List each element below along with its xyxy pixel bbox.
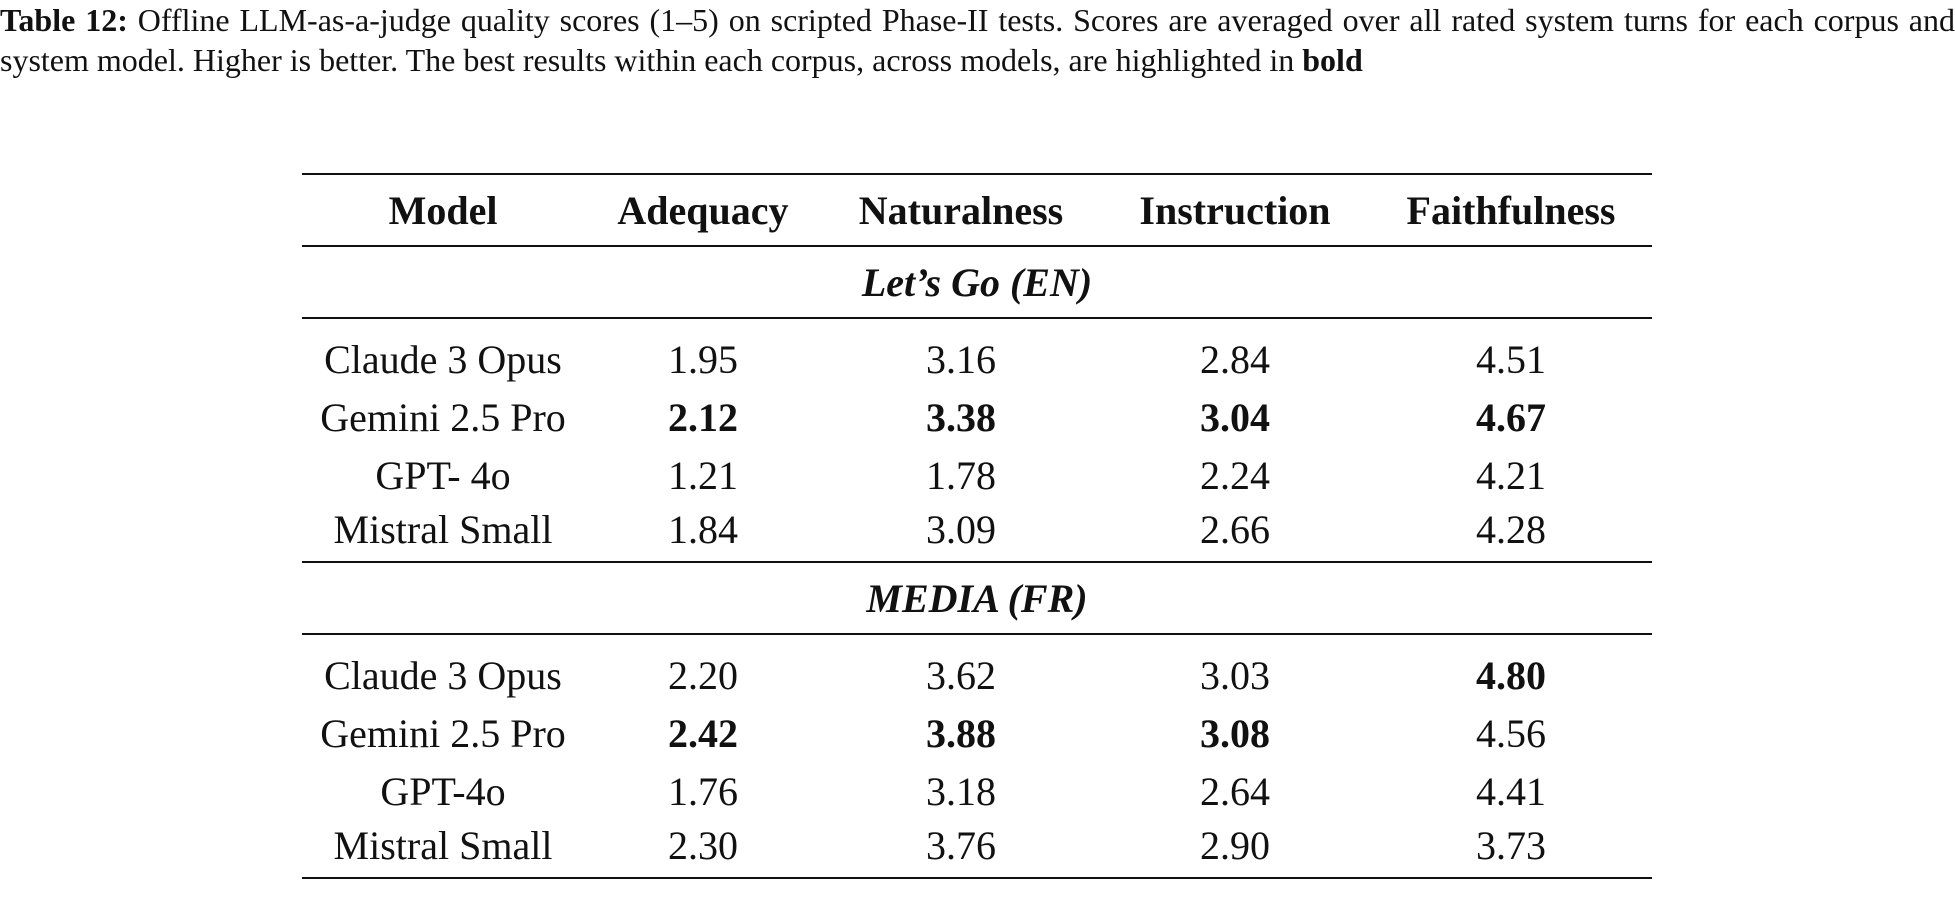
results-table bbox=[302, 173, 1652, 879]
naturalness-score-cell: 3.09 bbox=[926, 507, 996, 552]
faithfulness-score-cell: 4.28 bbox=[1476, 507, 1546, 552]
adequacy-score-cell: 2.20 bbox=[668, 652, 738, 698]
faithfulness-score-cell: 4.56 bbox=[1476, 710, 1546, 756]
table-row bbox=[302, 762, 1652, 820]
model-name-cell: Claude 3 Opus bbox=[324, 336, 562, 382]
naturalness-score-cell: 1.78 bbox=[926, 452, 996, 498]
faithfulness-score-cell: 4.51 bbox=[1476, 336, 1546, 382]
table-row bbox=[302, 504, 1652, 562]
instruction-score-cell: 3.08 bbox=[1200, 710, 1270, 756]
naturalness-score-cell: 3.16 bbox=[926, 336, 996, 382]
adequacy-score-cell: 1.84 bbox=[668, 507, 738, 552]
naturalness-score-cell: 3.76 bbox=[926, 823, 996, 868]
section-header-row bbox=[302, 562, 1652, 634]
instruction-score-cell: 2.64 bbox=[1200, 768, 1270, 814]
faithfulness-score-cell: 4.21 bbox=[1476, 452, 1546, 498]
table-row bbox=[302, 446, 1652, 504]
results-table-container bbox=[302, 173, 1652, 879]
table-row bbox=[302, 820, 1652, 878]
column-header-model: Model bbox=[388, 187, 498, 233]
spacer-cell bbox=[302, 634, 1652, 646]
faithfulness-score-cell: 4.41 bbox=[1476, 768, 1546, 814]
instruction-score-cell: 3.04 bbox=[1200, 394, 1270, 440]
adequacy-score-cell: 1.76 bbox=[668, 768, 738, 814]
naturalness-score-cell: 3.62 bbox=[926, 652, 996, 698]
naturalness-score-cell: 3.88 bbox=[926, 710, 996, 756]
adequacy-score-cell: 1.95 bbox=[668, 336, 738, 382]
spacer-cell bbox=[302, 318, 1652, 330]
caption-bold-word: bold bbox=[1302, 42, 1363, 78]
column-header-naturalness: Naturalness bbox=[858, 187, 1064, 233]
adequacy-score-cell: 1.21 bbox=[668, 452, 738, 498]
naturalness-score-cell: 3.18 bbox=[926, 768, 996, 814]
table-row bbox=[302, 330, 1652, 388]
column-header-adequacy: Adequacy bbox=[617, 187, 789, 233]
model-name-cell: GPT-4o bbox=[380, 768, 506, 814]
table-body bbox=[302, 246, 1652, 878]
column-header-instruction: Instruction bbox=[1139, 187, 1331, 233]
table-header-row bbox=[302, 174, 1652, 246]
faithfulness-score-cell: 4.80 bbox=[1476, 652, 1546, 698]
model-name-cell: Mistral Small bbox=[333, 823, 553, 868]
model-name-cell: Gemini 2.5 Pro bbox=[320, 394, 566, 440]
instruction-score-cell: 2.24 bbox=[1200, 452, 1270, 498]
model-name-cell: Gemini 2.5 Pro bbox=[320, 710, 566, 756]
adequacy-score-cell: 2.42 bbox=[668, 710, 738, 756]
adequacy-score-cell: 2.30 bbox=[668, 823, 738, 868]
instruction-score-cell: 2.90 bbox=[1200, 823, 1270, 868]
instruction-score-cell: 2.66 bbox=[1200, 507, 1270, 552]
section-spacer bbox=[302, 318, 1652, 330]
model-name-cell: GPT- 4o bbox=[375, 452, 511, 498]
table-caption bbox=[0, 0, 1955, 80]
faithfulness-score-cell: 3.73 bbox=[1476, 823, 1546, 868]
model-name-cell: Mistral Small bbox=[333, 507, 553, 552]
section-title: Let’s Go (EN) bbox=[861, 259, 1093, 305]
section-spacer bbox=[302, 634, 1652, 646]
faithfulness-score-cell: 4.67 bbox=[1476, 394, 1546, 440]
table-row bbox=[302, 646, 1652, 704]
naturalness-score-cell: 3.38 bbox=[926, 394, 996, 440]
section-header-row bbox=[302, 246, 1652, 318]
adequacy-score-cell: 2.12 bbox=[668, 394, 738, 440]
model-name-cell: Claude 3 Opus bbox=[324, 652, 562, 698]
instruction-score-cell: 2.84 bbox=[1200, 336, 1270, 382]
table-row bbox=[302, 704, 1652, 762]
column-header-faithfulness: Faithfulness bbox=[1406, 187, 1616, 233]
instruction-score-cell: 3.03 bbox=[1200, 652, 1270, 698]
caption-label: Table 12: bbox=[0, 2, 128, 38]
section-title: MEDIA (FR) bbox=[866, 575, 1088, 621]
table-row bbox=[302, 388, 1652, 446]
caption-text: Offline LLM-as-a-judge quality scores (1–5) on scripted Phase-II tests. Scores are averaged over all rated system turns for each corpus and system model. Higher is better. The best results within each corpus, across models, are highlighted in bbox=[0, 2, 1955, 78]
